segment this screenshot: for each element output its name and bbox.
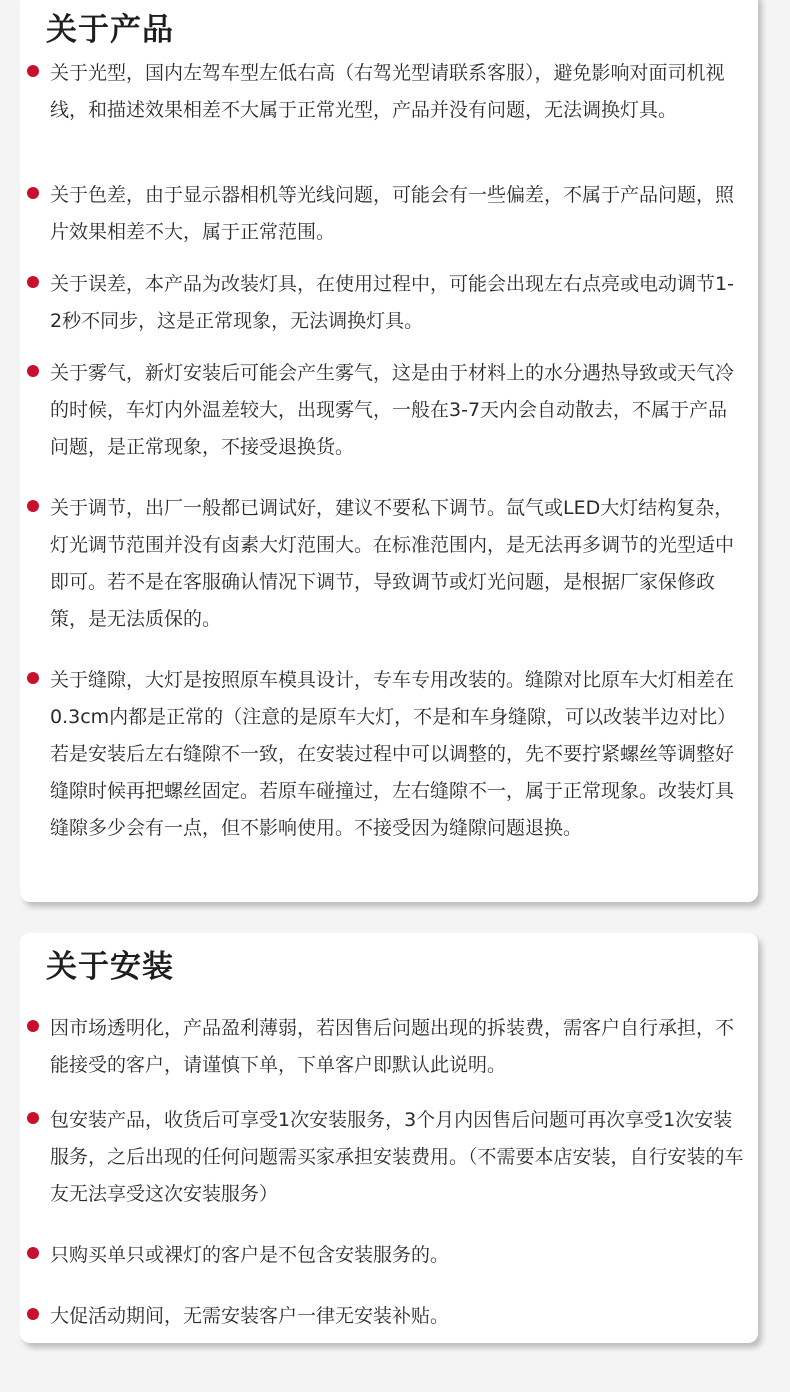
bullet-dot-icon [27, 1112, 39, 1124]
bullet-dot-icon [27, 1247, 39, 1259]
bullet-dot-icon [27, 1308, 39, 1320]
list-item-text: 大促活动期间，无需安装客户一律无安装补贴。 [50, 1305, 450, 1327]
installation-notice-card [20, 933, 758, 1343]
bullet-dot-icon [27, 500, 39, 512]
bullet-dot-icon [27, 65, 39, 77]
section-title-product: 关于产品 [46, 12, 174, 48]
list-item-text: 关于缝隙，大灯是按照原车模具设计，专车专用改装的。缝隙对比原车大灯相差在0.3cm内都是正常的（注意的是原车大灯，不是和车身缝隙，可以改装半边对比）若是安装后左右缝隙不一致，在安装过程中可以调整的，先不要拧紧螺丝等调整好缝隙时候再把螺丝固定。若原车碰撞过，左右缝隙不一，属于正常现象。改装灯具缝隙多少会有一点，但不影响使用。不接受因为缝隙问题退换。 [50, 669, 737, 839]
list-item-text: 因市场透明化，产品盈利薄弱，若因售后问题出现的拆装费，需客户自行承担，不能接受的客户，请谨慎下单，下单客户即默认此说明。 [50, 1017, 735, 1076]
list-item-text: 只购买单只或裸灯的客户是不包含安装服务的。 [50, 1244, 450, 1266]
list-item-text: 关于光型，国内左驾车型左低右高（右驾光型请联系客服），避免影响对面司机视线，和描述效果相差不大属于正常光型，产品并没有问题，无法调换灯具。 [50, 62, 725, 121]
list-item-text: 关于调节，出厂一般都已调试好，建议不要私下调节。氙气或LED大灯结构复杂，灯光调节范围并没有卤素大灯范围大。在标准范围内，是无法再多调节的光型适中即可。若不是在客服确认情况下调节，导致调节或灯光问题，是根据厂家保修政策，是无法质保的。 [50, 497, 735, 630]
list-item-text: 关于误差，本产品为改装灯具，在使用过程中，可能会出现左右点亮或电动调节1-2秒不同步，这是正常现象，无法调换灯具。 [50, 273, 734, 332]
list-item-text: 关于色差，由于显示器相机等光线问题，可能会有一些偏差，不属于产品问题，照片效果相差不大，属于正常范围。 [50, 184, 735, 243]
bullet-dot-icon [27, 276, 39, 288]
product-notice-card [20, 0, 758, 902]
bullet-dot-icon [27, 187, 39, 199]
bullet-dot-icon [27, 365, 39, 377]
bullet-dot-icon [27, 672, 39, 684]
list-item-text: 关于雾气，新灯安装后可能会产生雾气，这是由于材料上的水分遇热导致或天气冷的时候，车灯内外温差较大，出现雾气，一般在3-7天内会自动散去，不属于产品问题，是正常现象，不接受退换货。 [50, 362, 735, 458]
section-title-installation: 关于安装 [46, 949, 174, 985]
bullet-dot-icon [27, 1020, 39, 1032]
list-item-text: 包安装产品，收货后可享受1次安装服务，3个月内因售后问题可再次享受1次安装服务，之后出现的任何问题需买家承担安装费用。（不需要本店安装，自行安装的车友无法享受这次安装服务） [50, 1109, 744, 1205]
